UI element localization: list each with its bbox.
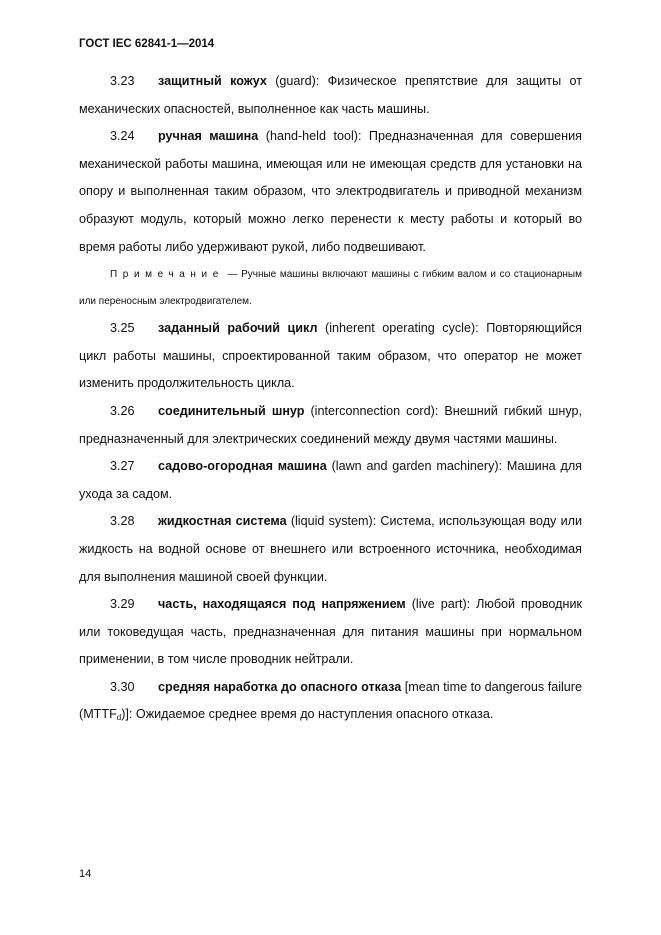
entry-3-26 xyxy=(79,398,582,453)
definition: (guard): Физическое препятствие для защиты от механических опасностей, выполненное как часть машины. xyxy=(79,74,582,116)
definition-part-b: )]: Ожидаемое среднее время до наступления опасного отказа. xyxy=(121,707,494,722)
note-text: — Ручные машины включают машины с гибким валом и со стационарным или переносным электродвигателем. xyxy=(79,269,582,308)
definition: (interconnection cord): Внешний гибкий шнур, предназначенный для электрических соединений между двумя частями машины. xyxy=(79,403,583,446)
note-label: Примечание xyxy=(110,269,224,281)
definition: (liquid system): Система, использующая воду или жидкость на водной основе от внешнего или встроенного источника, необходимая для выполнения машиной своей функции. xyxy=(79,514,582,584)
entry-3-24 xyxy=(79,123,582,261)
entry-3-23 xyxy=(79,68,582,123)
entry-3-27 xyxy=(79,453,582,508)
term: заданный рабочий цикл xyxy=(158,321,318,336)
entry-3-29 xyxy=(79,591,582,674)
definition: (inherent operating cycle): Повторяющийся цикл работы машины, спроектированной таким образом, что оператор не может изменить продолжительность цикла. xyxy=(79,321,582,391)
clause-number: 3.23 xyxy=(110,74,135,88)
entry-3-30 xyxy=(79,674,582,732)
entry-3-28 xyxy=(79,508,582,591)
clause-number: 3.30 xyxy=(110,679,135,694)
term: ручная машина xyxy=(158,129,259,144)
definition: (hand-held tool): Предназначенная для совершения механической работы машина, имеющая или не имеющая средств для установки на опору и выполненная таким образом, что электродвигатель и приводной механизм образуют модуль, который можно легко перенести к месту работы и который во время работы либо удерживают рукой, либо подвешивают. xyxy=(79,129,582,254)
clause-number: 3.28 xyxy=(110,514,135,529)
entry-3-25 xyxy=(79,315,582,398)
clause-number: 3.25 xyxy=(110,321,135,336)
clause-number: 3.24 xyxy=(110,129,135,144)
definition: (live part): Любой проводник или токоведущая часть, предназначенная для питания машины при нормальном применении, в том числе проводник нейтрали. xyxy=(79,597,582,667)
document-body xyxy=(79,68,582,732)
clause-number: 3.29 xyxy=(110,597,135,612)
term: защитный кожух xyxy=(158,74,267,88)
term: часть, находящаяся под напряжением xyxy=(158,597,406,612)
definition: (lawn and garden machinery): Машина для ухода за садом. xyxy=(79,459,582,501)
page-number: 14 xyxy=(79,868,92,880)
note xyxy=(79,261,582,315)
term: соединительный шнур xyxy=(158,403,305,418)
subscript: d xyxy=(116,713,122,723)
term: средняя наработка до опасного отказа xyxy=(158,679,402,694)
definition-part-a: [mean time to dangerous failure (MTTF xyxy=(79,679,582,722)
term: жидкостная система xyxy=(158,514,287,529)
term: садово-огородная машина xyxy=(158,459,327,474)
clause-number: 3.26 xyxy=(110,403,135,418)
clause-number: 3.27 xyxy=(110,459,135,474)
document-header: ГОСТ IEC 62841-1—2014 xyxy=(79,38,215,50)
